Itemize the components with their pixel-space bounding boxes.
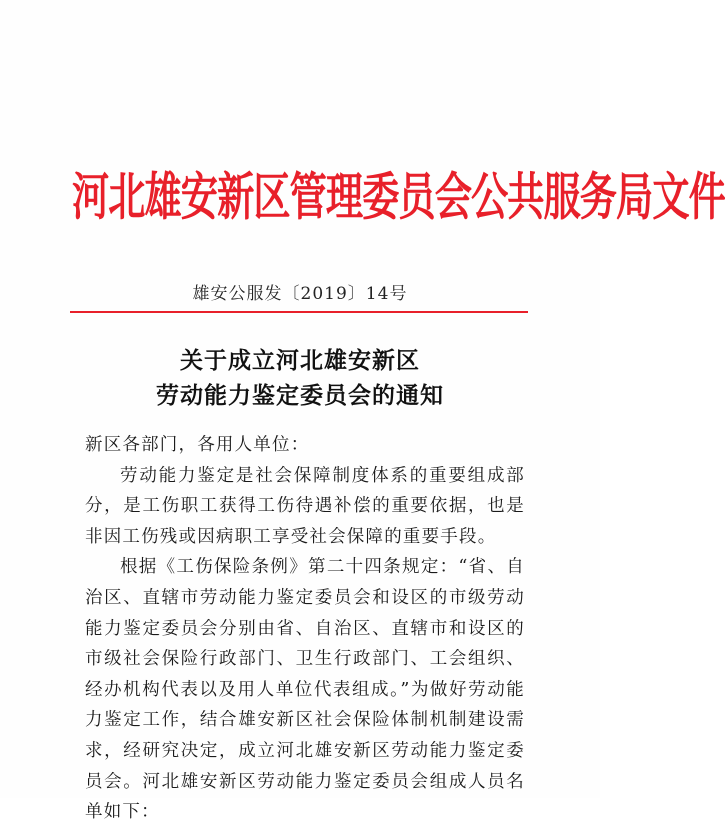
document-body <box>85 430 525 828</box>
notice-title-line-1: 关于成立河北雄安新区 <box>180 348 420 374</box>
salutation: 新区各部门，各用人单位： <box>85 435 310 455</box>
body-paragraph-1: 劳动能力鉴定是社会保障制度体系的重要组成部分，是工伤职工获得工伤待遇补偿的重要依据，也是非因工伤残或因病职工享受社会保障的重要手段。 <box>85 465 525 547</box>
notice-title-line-2: 劳动能力鉴定委员会的通知 <box>156 383 444 409</box>
red-divider-line <box>70 311 528 313</box>
issuing-authority-header: 河北雄安新区管理委员会公共服务局文件 <box>72 167 725 228</box>
body-paragraph-2: 根据《工伤保险条例》第二十四条规定：“省、自治区、直辖市劳动能力鉴定委员会和设区的市级劳动能力鉴定委员会分别由省、自治区、直辖市和设区的市级社会保险行政部门、卫生行政部门、工会组织、经办机构代表以及用人单位代表组成。”为做好劳动能力鉴定工作，结合雄安新区社会保险体制机制建设需求，经研究决定，成立河北雄安新区劳动能力鉴定委员会。河北雄安新区劳动能力鉴定委员会组成人员名单如下： <box>85 557 525 823</box>
document-number: 雄安公服发〔2019〕14号 <box>192 284 408 304</box>
